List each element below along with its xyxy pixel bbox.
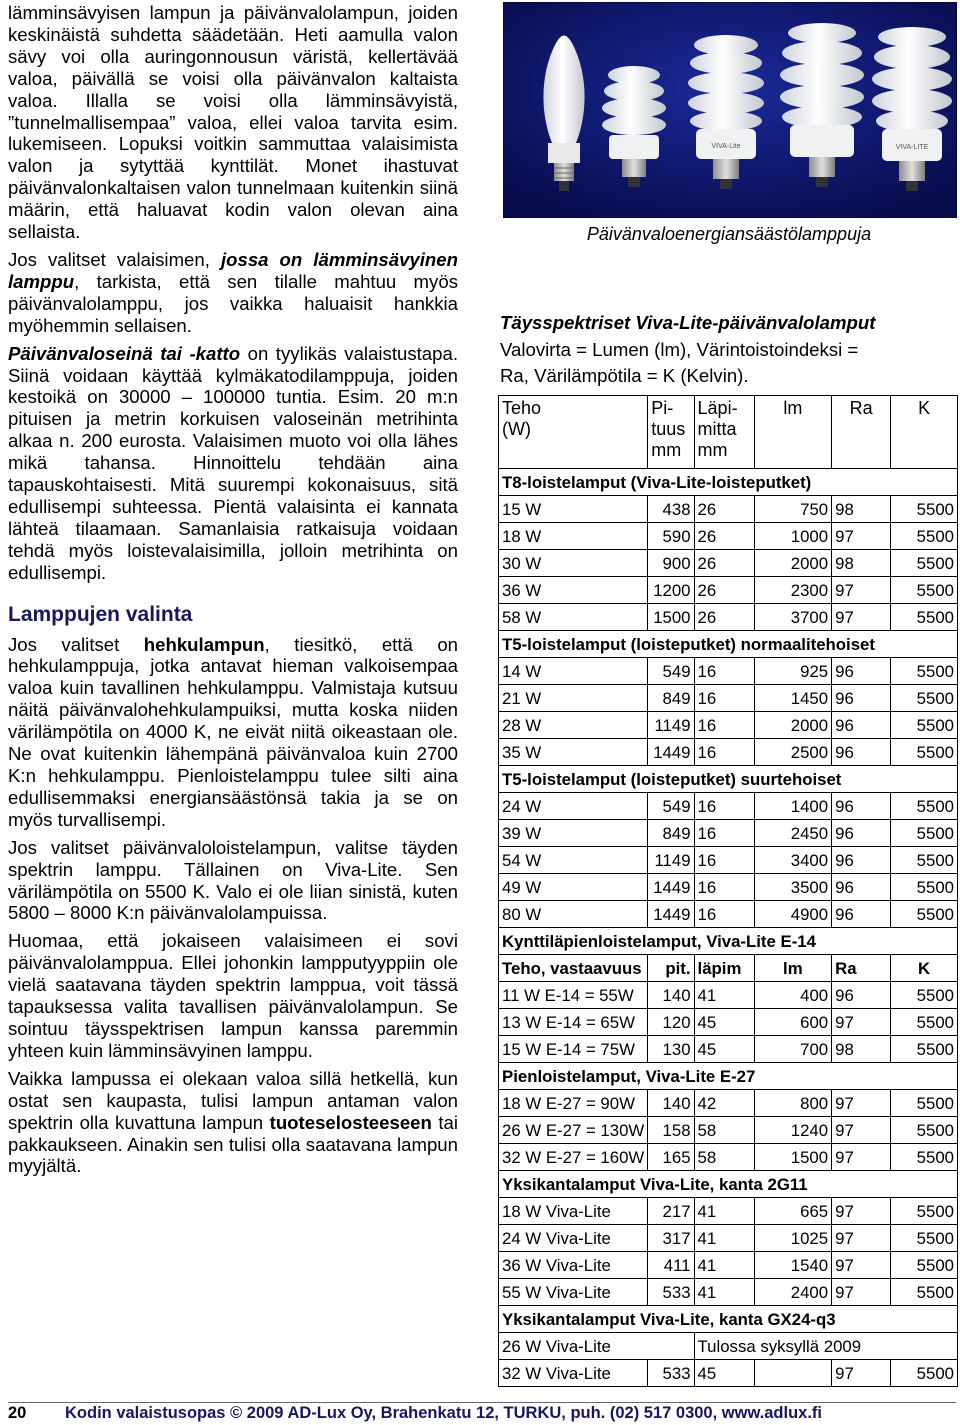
table-cell: 5500 — [891, 685, 958, 712]
section-title: Kynttiläpienloistelamput, Viva-Lite E-14 — [499, 928, 958, 955]
header-text: tuus — [651, 419, 686, 439]
table-cell: 1149 — [648, 847, 694, 874]
table-row — [499, 1144, 958, 1171]
table-cell: 45 — [694, 1360, 754, 1387]
table-cell: 32 W Viva-Lite — [499, 1360, 648, 1387]
table-cell: 41 — [694, 1252, 754, 1279]
table-cell: 1450 — [754, 685, 832, 712]
section-title: T5-loistelamput (loisteputket) suurtehoiset — [499, 766, 958, 793]
table-cell: 24 W Viva-Lite — [499, 1225, 648, 1252]
table-cell: 18 W — [499, 523, 648, 550]
table-cell: 1500 — [754, 1144, 832, 1171]
table-cell: 11 W E-14 = 55W — [499, 982, 648, 1009]
table-cell: 14 W — [499, 658, 648, 685]
table-cell: 5500 — [891, 1144, 958, 1171]
table-cell: 26 — [694, 577, 754, 604]
table-cell: 16 — [694, 658, 754, 685]
header-text: Teho — [502, 398, 542, 418]
table-cell: 15 W E-14 = 75W — [499, 1036, 648, 1063]
table-cell: 41 — [694, 1279, 754, 1306]
table-row — [499, 1360, 958, 1387]
table-cell: 96 — [832, 739, 891, 766]
sub-header-row — [499, 955, 958, 982]
paragraph-warm-lamp — [8, 249, 458, 337]
table-cell: 97 — [832, 1117, 891, 1144]
table-cell: 5500 — [891, 550, 958, 577]
table-cell: 130 — [648, 1036, 694, 1063]
sub-header-cell: K — [891, 955, 958, 982]
table-row — [499, 1009, 958, 1036]
paragraph-intro: lämminsävyisen lampun ja päivänvalolampun, joiden keskinäistä suhdetta säädetään. Heti aamulla valon sävy voi olla auringonnousun väristä, kellertävää valoa, päivällä se voisi olla päivänvalon kaltaista valoa. Illalla se voisi olla lämminsävyistä, ”tunnelmallisempaa” valoa, ellei valoa tarvita esim. lukemiseen. Lopuksi voitkin sammuttaa valaisimista valon ja sytyttää kynttilät. Monet ihastuvat päivänvalonkaltaisen valon tunnelmaan kuitenkin siinä määrin, että haluavat kodin valon olevan aina sellaista. — [8, 2, 458, 243]
table-row — [499, 550, 958, 577]
table-cell: 5500 — [891, 577, 958, 604]
section-row — [499, 1171, 958, 1198]
table-row — [499, 982, 958, 1009]
table-cell: 16 — [694, 847, 754, 874]
table-row — [499, 1198, 958, 1225]
table-cell: 2000 — [754, 550, 832, 577]
table-cell: 26 — [694, 550, 754, 577]
table-cell: 549 — [648, 793, 694, 820]
table-cell: 98 — [832, 496, 891, 523]
section-title: Yksikantalamput Viva-Lite, kanta GX24-q3 — [499, 1306, 958, 1333]
section-row — [499, 631, 958, 658]
paragraph-spectrum-info — [8, 1068, 458, 1178]
table-cell: 3500 — [754, 874, 832, 901]
table-cell: 96 — [832, 874, 891, 901]
table-cell: 533 — [648, 1279, 694, 1306]
text-run: Jos valitset valaisimen, — [8, 248, 221, 270]
emphasis-daylight-wall: Päivänvaloseinä tai -katto — [8, 342, 241, 364]
table-cell: 35 W — [499, 739, 648, 766]
lamp-photo — [503, 2, 957, 218]
table-cell: 41 — [694, 1198, 754, 1225]
header-ra: Ra — [832, 396, 891, 469]
table-cell: 96 — [832, 712, 891, 739]
table-cell: 45 — [694, 1036, 754, 1063]
table-cell: 400 — [754, 982, 832, 1009]
emphasis-warm-lamp: jossa on lämminsävyinen lamppu — [8, 248, 458, 292]
section-row — [499, 928, 958, 955]
table-cell: 217 — [648, 1198, 694, 1225]
paragraph-note: Huomaa, että jokaiseen valaisimeen ei sovi päivänvalolamppua. Ellei johonkin lampputyyppiin ole vielä saatavana täyden spektrin lamppua, voit tässä tapauksessa valita tavallisen päivänvalolampun. Se sointuu täysspektrisen lampun kanssa paremmin yhteen kuin lämminsävyinen lamppu. — [8, 930, 458, 1061]
table-title: Täysspektriset Viva-Lite-päivänvalolamput — [500, 312, 876, 333]
text-run: on tyylikäs valaistustapa. Siinä voidaan käyttää kylmäkatodilamppuja, joiden kestoikä on 30000 – 100000 tuntia. Esim. 20 m:n pituisen ja metrin korkuisen valoseinän metrihinta alkaa n. 200 eurosta. Valaisimen muoto voi olla lähes mikä tahansa. Hinnoittelu tehdään aina tapauskohtaisesti. Mitä suurempi kokonaisuus, sitä edullisempi suhteessa. Pientä valaisinta ei kannata lähteä tilaamaan. Samanlaisia ratkaisuja voidaan tehdä myös loistevalaisimilla, jolloin metrihinta on edullisempi. — [8, 342, 458, 583]
table-body — [499, 396, 958, 1387]
table-cell: 600 — [754, 1009, 832, 1036]
table-cell: 21 W — [499, 685, 648, 712]
header-text: mm — [697, 440, 728, 460]
sub-header-cell: Teho, vastaavuus — [499, 955, 648, 982]
header-text: (W) — [502, 419, 531, 439]
table-cell: 800 — [754, 1090, 832, 1117]
table-cell: 18 W E-27 = 90W — [499, 1090, 648, 1117]
table-cell: 42 — [694, 1090, 754, 1117]
table-cell: 28 W — [499, 712, 648, 739]
table-cell: 16 — [694, 712, 754, 739]
table-cell: 158 — [648, 1117, 694, 1144]
table-cell: 58 W — [499, 604, 648, 631]
table-cell: 438 — [648, 496, 694, 523]
table-cell: 49 W — [499, 874, 648, 901]
table-row — [499, 820, 958, 847]
left-column — [8, 2, 458, 1183]
table-cell: 5500 — [891, 604, 958, 631]
table-cell: 55 W Viva-Lite — [499, 1279, 648, 1306]
table-row — [499, 1090, 958, 1117]
footer-rule — [8, 1402, 956, 1403]
photo-caption: Päivänvaloenergiansäästölamppuja — [586, 224, 872, 244]
table-cell: 30 W — [499, 550, 648, 577]
table-cell: 317 — [648, 1225, 694, 1252]
table-cell: 41 — [694, 1225, 754, 1252]
section-row — [499, 1306, 958, 1333]
header-k: K — [891, 396, 958, 469]
table-intro — [500, 310, 958, 390]
table-cell: 5500 — [891, 874, 958, 901]
table-cell: 16 — [694, 739, 754, 766]
table-cell: 1200 — [648, 577, 694, 604]
table-cell: 97 — [832, 1198, 891, 1225]
table-row — [499, 712, 958, 739]
section-heading: Lamppujen valinta — [8, 602, 193, 626]
table-cell: 97 — [832, 1090, 891, 1117]
table-cell: 3700 — [754, 604, 832, 631]
table-row — [499, 604, 958, 631]
paragraph-full-spectrum: Jos valitset päivänvaloloistelampun, valitse täyden spektrin lamppu. Tällainen on Viva-Lite. Sen värilämpötila on 5500 K. Valo ei ole liian sinistä, kuten 5800 – 8000 K:n päivänvalolampuissa. — [8, 836, 458, 924]
table-cell: 80 W — [499, 901, 648, 928]
sub-header-cell: läpim — [694, 955, 754, 982]
table-cell: 900 — [648, 550, 694, 577]
table-cell: 97 — [832, 1360, 891, 1387]
table-cell: 5500 — [891, 1009, 958, 1036]
table-cell: 24 W — [499, 793, 648, 820]
table-cell: 5500 — [891, 658, 958, 685]
table-cell: 97 — [832, 1252, 891, 1279]
header-text: mm — [651, 440, 682, 460]
table-cell: 16 — [694, 793, 754, 820]
table-cell: 849 — [648, 685, 694, 712]
table-cell: 1400 — [754, 793, 832, 820]
table-cell: 5500 — [891, 739, 958, 766]
table-row — [499, 1117, 958, 1144]
table-cell: 1449 — [648, 874, 694, 901]
table-cell: 1500 — [648, 604, 694, 631]
section-title: T5-loistelamput (loisteputket) normaalitehoiset — [499, 631, 958, 658]
paragraph-incandescent — [8, 634, 458, 831]
table-row — [499, 658, 958, 685]
table-cell: 97 — [832, 1009, 891, 1036]
header-lm: lm — [754, 396, 832, 469]
table-cell: 36 W Viva-Lite — [499, 1252, 648, 1279]
table-cell: 96 — [832, 820, 891, 847]
table-cell: 16 — [694, 901, 754, 928]
section-title: Yksikantalamput Viva-Lite, kanta 2G11 — [499, 1171, 958, 1198]
table-cell: 5500 — [891, 982, 958, 1009]
table-cell: 39 W — [499, 820, 648, 847]
table-row — [499, 901, 958, 928]
table-cell: 26 W Viva-Lite — [499, 1333, 695, 1360]
table-cell: 1449 — [648, 739, 694, 766]
table-cell: 5500 — [891, 1036, 958, 1063]
table-cell: 925 — [754, 658, 832, 685]
table-cell: 1149 — [648, 712, 694, 739]
table-row — [499, 1252, 958, 1279]
table-cell: 140 — [648, 982, 694, 1009]
table-cell: 18 W Viva-Lite — [499, 1198, 648, 1225]
header-lapimitta — [694, 396, 754, 469]
table-cell: 849 — [648, 820, 694, 847]
table-row — [499, 874, 958, 901]
table-cell: 96 — [832, 982, 891, 1009]
table-row — [499, 496, 958, 523]
table-cell: 5500 — [891, 1279, 958, 1306]
table-cell: 32 W E-27 = 160W — [499, 1144, 648, 1171]
table-cell: 165 — [648, 1144, 694, 1171]
table-note-2: Ra, Värilämpötila = K (Kelvin). — [500, 365, 749, 386]
table-cell: 5500 — [891, 1252, 958, 1279]
table-cell: 45 — [694, 1009, 754, 1036]
header-teho — [499, 396, 648, 469]
table-cell: 5500 — [891, 793, 958, 820]
table-cell: 13 W E-14 = 65W — [499, 1009, 648, 1036]
table-cell: 5500 — [891, 1090, 958, 1117]
table-row — [499, 739, 958, 766]
bulbs-illustration — [504, 3, 956, 217]
table-cell: 16 — [694, 685, 754, 712]
table-cell: 1025 — [754, 1225, 832, 1252]
table-cell: 1540 — [754, 1252, 832, 1279]
table-cell: 97 — [832, 1279, 891, 1306]
table-cell: 16 — [694, 820, 754, 847]
page-footer — [0, 1402, 960, 1425]
table-row — [499, 1036, 958, 1063]
header-text: Pi- — [651, 398, 674, 418]
table-cell: 58 — [694, 1117, 754, 1144]
page-number: 20 — [8, 1404, 27, 1422]
sub-header-cell: pit. — [648, 955, 694, 982]
table-cell: 98 — [832, 550, 891, 577]
sub-header-cell: Ra — [832, 955, 891, 982]
table-cell: 26 — [694, 604, 754, 631]
sub-header-cell: lm — [754, 955, 832, 982]
table-cell: 5500 — [891, 1225, 958, 1252]
table-cell: 16 — [694, 874, 754, 901]
lamp-spec-table — [498, 395, 958, 1387]
text-run: , tiesitkö, että on hehkulamppuja, jotka antavat hieman valkoisempaa valoa kuin tavallinen hehkulamppu. Valmistaja kutsuu näitä päivänvalohehkulampuiksi, mutta koska niiden värilämpötila on 4000 K, ne eivät niitä oikeastaan ole. Ne ovat kuitenkin lähempänä päivänvaloa kuin 2700 K:n hehkulamppu. Pienloistelamppu tulee silti aina edullisemmaksi energiansäästönsä takia ja se on myös turvallisempi. — [8, 633, 458, 830]
table-note-1: Valovirta = Lumen (lm), Värintoistoindeksi = — [500, 338, 859, 360]
table-cell: 5500 — [891, 496, 958, 523]
table-header-row — [499, 396, 958, 469]
table-cell: 26 — [694, 496, 754, 523]
table-cell: 533 — [648, 1360, 694, 1387]
section-title: T8-loistelamput (Viva-Lite-loisteputket) — [499, 469, 958, 496]
table-cell: 96 — [832, 793, 891, 820]
header-pituus — [648, 396, 694, 469]
text-run: Jos valitset — [8, 633, 144, 655]
text-run: Vaikka lampussa ei olekaan valoa sillä hetkellä, kun ostat sen kaupasta, tulisi lampun antaman valon spektrin olla kuvattuna lampun — [8, 1067, 458, 1133]
table-cell: 97 — [832, 1225, 891, 1252]
table-cell: 5500 — [891, 712, 958, 739]
section-row — [499, 1063, 958, 1090]
table-cell: 96 — [832, 847, 891, 874]
table-cell: 700 — [754, 1036, 832, 1063]
emphasis-incandescent: hehkulampun — [143, 633, 265, 655]
table-cell: 2500 — [754, 739, 832, 766]
text-run: tai pakkaukseen. Ainakin sen tulisi olla saatavana lampun myyjältä. — [8, 1111, 459, 1177]
table-cell: 590 — [648, 523, 694, 550]
table-row — [499, 793, 958, 820]
table-cell: 2450 — [754, 820, 832, 847]
table-cell: 98 — [832, 1036, 891, 1063]
table-row — [499, 1279, 958, 1306]
section-row — [499, 766, 958, 793]
table-cell: 96 — [832, 658, 891, 685]
bulb-label: VIVA-Lite — [711, 143, 741, 150]
table-cell: 2400 — [754, 1279, 832, 1306]
table-row — [499, 847, 958, 874]
bulb-label: VIVA-LITE — [895, 144, 929, 151]
section-row — [499, 469, 958, 496]
emphasis-product-label: tuoteselosteeseen — [269, 1111, 432, 1133]
table-cell: 5500 — [891, 1360, 958, 1387]
table-cell: 5500 — [891, 523, 958, 550]
table-cell: 96 — [832, 685, 891, 712]
paragraph-daylight-wall — [8, 343, 458, 584]
table-cell: 1240 — [754, 1117, 832, 1144]
text-run: , tarkista, että sen tilalle mahtuu myös päivänvalolamppu, jos vaikka haluaisit hankkia myöhemmin sellaisen. — [8, 270, 458, 336]
table-cell: 15 W — [499, 496, 648, 523]
table-cell: 665 — [754, 1198, 832, 1225]
table-cell: 26 — [694, 523, 754, 550]
table-row — [499, 685, 958, 712]
table-row — [499, 1225, 958, 1252]
table-cell: 140 — [648, 1090, 694, 1117]
table-row — [499, 523, 958, 550]
table-cell: 120 — [648, 1009, 694, 1036]
table-cell: 3400 — [754, 847, 832, 874]
table-cell: Tulossa syksyllä 2009 — [694, 1333, 957, 1360]
table-cell: 1000 — [754, 523, 832, 550]
table-cell: 2300 — [754, 577, 832, 604]
table-row — [499, 1333, 958, 1360]
table-cell: 36 W — [499, 577, 648, 604]
table-cell: 96 — [832, 901, 891, 928]
table-cell: 58 — [694, 1144, 754, 1171]
table-cell: 5500 — [891, 901, 958, 928]
table-cell: 5500 — [891, 1117, 958, 1144]
header-text: mitta — [697, 419, 737, 439]
table-cell: 2000 — [754, 712, 832, 739]
table-cell: 5500 — [891, 820, 958, 847]
table-cell: 97 — [832, 523, 891, 550]
table-row — [499, 577, 958, 604]
table-cell: 97 — [832, 1144, 891, 1171]
footer-text: Kodin valaistusopas © 2009 AD-Lux Oy, Brahenkatu 12, TURKU, puh. (02) 517 0300, www.adlux.fi — [65, 1404, 823, 1422]
table-cell: 5500 — [891, 1198, 958, 1225]
table-cell: 97 — [832, 577, 891, 604]
table-cell: 1449 — [648, 901, 694, 928]
table-cell: 26 W E-27 = 130W — [499, 1117, 648, 1144]
table-cell: 5500 — [891, 847, 958, 874]
table-cell: 549 — [648, 658, 694, 685]
table-cell: 411 — [648, 1252, 694, 1279]
table-cell: 41 — [694, 982, 754, 1009]
header-text: Läpi- — [697, 398, 738, 418]
section-title: Pienloistelamput, Viva-Lite E-27 — [499, 1063, 958, 1090]
table-cell: 97 — [832, 604, 891, 631]
table-cell: 750 — [754, 496, 832, 523]
table-cell: 54 W — [499, 847, 648, 874]
table-cell: 4900 — [754, 901, 832, 928]
table-cell — [754, 1360, 832, 1387]
